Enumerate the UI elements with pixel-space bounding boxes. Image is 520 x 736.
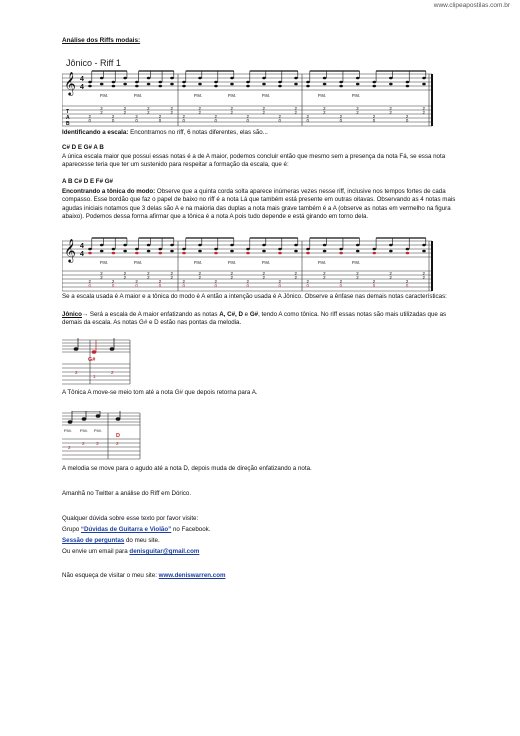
tab-digit: 2 [198, 271, 201, 276]
note-head [198, 244, 202, 247]
note-head [182, 252, 186, 255]
note-head [214, 85, 218, 88]
tab-digit: 2 [422, 275, 425, 280]
note-head [100, 83, 104, 86]
tonic-text: A Tônica A move-se meio tom até a nota G# que depois retorna para A. [62, 389, 258, 396]
note-head [339, 248, 343, 251]
treble-clef-icon: 𝄞 [64, 240, 76, 262]
tab-digit: 2 [339, 114, 343, 119]
note-head [112, 248, 116, 251]
jonico-text-a: Será a escala de A maior enfatizando as notas [88, 311, 220, 318]
pm-label: P.M. [228, 93, 237, 98]
tab-digit: 2 [147, 275, 150, 280]
tab-staff-2 [62, 237, 434, 299]
session-suffix: do meu site. [124, 537, 160, 544]
note-head [135, 248, 139, 251]
note-head [230, 244, 234, 247]
tab-digit: 2 [135, 279, 138, 284]
note-head [389, 83, 393, 86]
pm-label: P.M. [194, 260, 203, 265]
tab-digit: 2 [372, 279, 376, 284]
note-head [100, 77, 104, 80]
note-head [278, 252, 282, 255]
pm-label: P.M. [352, 260, 361, 265]
tab-digit: 2 [356, 275, 359, 280]
note-head [158, 252, 162, 255]
note-head [372, 85, 376, 88]
time-signature: 4 [80, 243, 84, 250]
note-head [246, 252, 250, 255]
tab-digit: 0 [111, 283, 115, 288]
tab-digit: 0 [135, 283, 138, 288]
tab-digit: 2 [158, 114, 162, 119]
tab-digit: 0 [158, 283, 162, 288]
note-head [356, 77, 360, 80]
tab-digit: 2 [422, 110, 425, 115]
tab-digit: 2 [182, 114, 185, 119]
tab-digit: 2 [68, 445, 71, 450]
note-head [158, 81, 162, 84]
identifying-text: Encontramos no riff, 6 notas diferentes, elas são... [128, 129, 268, 136]
note-head [323, 83, 327, 86]
tab-digit: 2 [262, 110, 265, 115]
tab-digit: 1 [93, 374, 96, 379]
note-head [323, 77, 327, 80]
note-head [112, 81, 116, 84]
tab-digit: 2 [356, 110, 359, 115]
tab-digit: 0 [405, 283, 409, 288]
pm-label: P.M. [352, 93, 361, 98]
pm-label: P.M. [94, 428, 102, 433]
staff-2-notes [88, 238, 426, 288]
tab-digit: 0 [135, 118, 138, 123]
tab-digit: 2 [198, 275, 201, 280]
gsharp-label: G# [88, 357, 96, 363]
note-head [389, 77, 393, 80]
tab-digit: 0 [278, 283, 281, 288]
note-head [406, 248, 410, 251]
tab-digit: 0 [182, 118, 185, 123]
tab-digit: 2 [116, 441, 119, 446]
questions-session-link[interactable]: Sessão de perguntas [62, 537, 125, 544]
jonico-para [62, 311, 456, 328]
note-head [214, 248, 218, 251]
tab-digit: 2 [422, 271, 425, 276]
note-head [123, 244, 127, 247]
tab-digit: 0 [158, 118, 162, 123]
tab-digit: 2 [123, 110, 127, 115]
tab-digit: 2 [198, 110, 201, 115]
small-tab-2 [62, 411, 142, 461]
conclusion-para: Se a escala usada é A maior e a tônica do modo é A então a intenção usada é A Jônico. Observe a ênfase nas demais notas características: [62, 293, 447, 300]
tab-digit: 2 [356, 106, 359, 111]
note-head [422, 250, 426, 253]
note-head [182, 85, 186, 88]
tab-digit: 2 [123, 275, 127, 280]
tab-digit: 2 [278, 114, 281, 119]
note-head [246, 85, 250, 88]
tab-digit: 2 [230, 106, 233, 111]
tab-digit: 2 [75, 370, 78, 375]
note-head [135, 85, 139, 88]
tab-digit: 0 [306, 118, 309, 123]
tab-digit: 2 [170, 275, 173, 280]
tab-digit: 2 [389, 110, 392, 115]
note-head [306, 85, 310, 88]
tab-digit: 2 [111, 279, 115, 284]
note-head [323, 244, 327, 247]
note-head [406, 252, 410, 255]
note-head [170, 244, 174, 247]
pm-label: P.M. [262, 260, 271, 265]
note-head [372, 248, 376, 251]
tab-digit: 2 [278, 279, 281, 284]
finding-para [62, 188, 456, 221]
tab-digit: 0 [278, 118, 281, 123]
note-head [406, 81, 410, 84]
tab-clef-b: B [66, 121, 70, 127]
identifying-para [62, 129, 456, 137]
note-head [123, 83, 127, 86]
staff-1-notes [88, 71, 426, 123]
note-head [294, 77, 298, 80]
note-head [278, 81, 282, 84]
note-head [88, 81, 92, 84]
note-head [422, 83, 426, 86]
note-head [278, 85, 282, 88]
time-signature: 4 [80, 76, 84, 83]
visit-prefix: Não esqueça de visitar o meu site: [62, 572, 159, 579]
pm-label: P.M. [228, 260, 237, 265]
pm-label: P.M. [262, 93, 271, 98]
note-head [100, 250, 104, 253]
arrow-icon: → [81, 311, 89, 318]
tab-digit: 0 [214, 283, 217, 288]
tab-digit: 2 [372, 114, 376, 119]
tab-digit: 2 [323, 275, 326, 280]
jonico-gsharp: G# [249, 311, 259, 318]
tab-digit: 2 [389, 271, 392, 276]
tab-digit: 0 [306, 283, 309, 288]
tab-digit: 2 [294, 271, 297, 276]
tab-digit: 2 [100, 106, 103, 111]
identifying-label: Identificando a escala: [62, 129, 129, 136]
website-link[interactable]: www.deniswarren.com [158, 572, 226, 579]
note-head [88, 248, 92, 251]
group-suffix: no Facebook. [171, 526, 211, 533]
tab-digit: 2 [123, 271, 127, 276]
tab-digit: 2 [246, 114, 249, 119]
tab-digit: 2 [294, 106, 297, 111]
note-head [230, 83, 234, 86]
tab-digit: 2 [135, 114, 138, 119]
tab-digit: 2 [147, 106, 150, 111]
small-tab-1 [62, 338, 132, 388]
jonico-text-c: , tendo A como tônica. No riff essas notas são mais utilizadas que as demais da escala. As notas G# e D estão nas pontas da melodia. [62, 311, 447, 327]
note-head [147, 250, 151, 253]
finding-label: Encontrando a tônica do modo: [62, 188, 156, 195]
tab-digit: 2 [230, 275, 233, 280]
note-head [294, 244, 298, 247]
identifying-explanation: A única escala maior que possui essas notas é a de A maior, podemos concluir então que mesmo sem a presença da nota Fá, se essa nota aparecesse teria que ter um sustenido para respeitar a formação da escala, que é: [62, 153, 446, 169]
note-head [372, 81, 376, 84]
note-head [339, 85, 343, 88]
pm-label: P.M. [194, 93, 203, 98]
tab-digit: 2 [262, 271, 265, 276]
jonico-label: Jônico [62, 311, 82, 318]
tab-digit: 2 [147, 271, 150, 276]
tab-digit: 2 [294, 110, 297, 115]
a-major-scale: A B C# D E F# G# [62, 178, 114, 185]
pm-label: P.M. [318, 93, 327, 98]
tab-digit: 2 [323, 106, 326, 111]
note-head [198, 250, 202, 253]
tab-digit: 2 [100, 271, 103, 276]
tab-digit: 2 [405, 279, 409, 284]
tab-clef: T [66, 109, 70, 115]
note-head [135, 252, 139, 255]
tab-digit: 0 [372, 283, 376, 288]
tab-digit: 2 [230, 110, 233, 115]
note-head [339, 81, 343, 84]
tab-digit: 2 [111, 114, 115, 119]
pm-label: P.M. [80, 428, 88, 433]
email-prefix: Ou envie um email para [62, 548, 130, 555]
note-head [147, 244, 151, 247]
tab-digit: 2 [88, 114, 91, 119]
jonico-text-b: e [242, 311, 250, 318]
tab-digit: 2 [422, 106, 425, 111]
tab-digit: 0 [111, 118, 115, 123]
note-head [294, 83, 298, 86]
note-head [214, 252, 218, 255]
note-head [198, 77, 202, 80]
email-link[interactable]: denisguitar@gmail.com [129, 548, 200, 555]
note-head [112, 252, 116, 255]
tab-digit: 2 [123, 106, 127, 111]
tab-digit: 2 [389, 106, 392, 111]
time-signature-bottom: 4 [80, 84, 84, 91]
tab-digit: 3 [96, 441, 99, 446]
note-head [158, 85, 162, 88]
tab-digit: 2 [294, 275, 297, 280]
tab-digit: 0 [214, 118, 217, 123]
note-head [135, 81, 139, 84]
note-head [294, 250, 298, 253]
pm-label: P.M. [64, 428, 72, 433]
tab-digit: 0 [246, 283, 249, 288]
note-head [182, 81, 186, 84]
tomorrow-text: Amanhã no Twitter a análise do Riff em Dórico. [62, 490, 192, 497]
page-heading: Análise dos Riffs modais: [62, 37, 141, 44]
tab-digit: 2 [88, 279, 91, 284]
tab-digit: 2 [246, 279, 249, 284]
note-head [182, 248, 186, 251]
tab-digit: 2 [100, 275, 103, 280]
note-head [230, 250, 234, 253]
tab-digit: 0 [88, 283, 91, 288]
note-head [170, 83, 174, 86]
tab-digit: 2 [262, 275, 265, 280]
note-head [246, 81, 250, 84]
note-head [262, 244, 266, 247]
note-head [147, 77, 151, 80]
tab-digit: 0 [88, 118, 91, 123]
time-signature-bottom: 4 [80, 251, 84, 258]
tab-digit: 2 [111, 370, 114, 375]
note-head [356, 250, 360, 253]
note-head [147, 83, 151, 86]
note-head [214, 81, 218, 84]
pm-label: P.M. [100, 260, 109, 265]
finding-text: Observe que a quinta corda solta aparece inúmeras vezes nesse riff, inclusive nos tempos fortes de cada compasso. Esse bordão que faz o papel de baixo no riff é a nota Lá que também está presente em outras oitavas. Observando as 4 notas mais agudas iniciais notamos que 3 delas são A e na maioria das duplas a nota mais grave também é a A (observe as notas em vermelho na figura abaixo). Podemos dessa forma afirmar que a tônica é a nota A pois tudo depende e está girando em torno dela. [62, 188, 456, 220]
note-head [262, 77, 266, 80]
treble-clef-icon: 𝄞 [64, 73, 76, 95]
tab-digit: 2 [182, 279, 185, 284]
note-head [230, 77, 234, 80]
note-head [262, 83, 266, 86]
tab-digit: 2 [147, 110, 150, 115]
riff-title: Jônico - Riff 1 [66, 58, 121, 68]
tab-staff-1 [62, 70, 434, 136]
note-head [278, 248, 282, 251]
note-head [170, 250, 174, 253]
note-head [100, 244, 104, 247]
note-head [356, 244, 360, 247]
scale-notes-found: C# D E G# A B [62, 144, 104, 151]
note-head [158, 248, 162, 251]
tab-digit: 2 [214, 279, 217, 284]
note-head [306, 248, 310, 251]
site-watermark: www.clipeapostilas.com.br [433, 2, 510, 9]
tab-digit: 2 [306, 114, 309, 119]
note-head [262, 250, 266, 253]
tab-digit: 2 [214, 114, 217, 119]
note-head [123, 250, 127, 253]
tab-digit: 0 [182, 283, 185, 288]
note-head [389, 244, 393, 247]
note-head [170, 77, 174, 80]
note-head [306, 81, 310, 84]
tab-digit: 0 [372, 118, 376, 123]
tab-digit: 2 [262, 106, 265, 111]
pm-label: P.M. [134, 93, 143, 98]
d-label: D [116, 433, 120, 439]
tab-digit: 2 [158, 279, 162, 284]
tab-digit: 2 [170, 106, 173, 111]
note-head [422, 77, 426, 80]
note-head [198, 83, 202, 86]
note-head [356, 83, 360, 86]
tab-digit: 0 [405, 118, 409, 123]
tab-digit: 2 [198, 106, 201, 111]
pm-label: P.M. [134, 260, 143, 265]
tab-digit: 0 [339, 118, 343, 123]
pm-label: P.M. [100, 93, 109, 98]
melody-text: A melodia se move para o agudo até a nota D, depois muda de direção enfatizando a nota. [62, 465, 312, 472]
group-prefix: Grupo [62, 526, 81, 533]
tab-digit: 2 [230, 271, 233, 276]
pm-label: P.M. [318, 260, 327, 265]
note-head [88, 85, 92, 88]
facebook-group-link[interactable]: “Dúvidas de Guitarra e Violão” [80, 526, 172, 533]
note-head [306, 252, 310, 255]
tab-digit: 2 [339, 279, 343, 284]
jonico-notes: A, C#, D [219, 311, 243, 318]
tab-digit: 2 [405, 114, 409, 119]
tab-digit: 2 [323, 271, 326, 276]
tab-digit: 2 [389, 275, 392, 280]
note-head [112, 85, 116, 88]
tab-digit: 2 [82, 441, 85, 446]
tab-digit: 2 [323, 110, 326, 115]
tab-digit: 2 [100, 110, 103, 115]
note-head [323, 250, 327, 253]
note-head [123, 77, 127, 80]
note-head [422, 244, 426, 247]
tab-digit: 2 [170, 110, 173, 115]
tab-digit: 2 [170, 271, 173, 276]
tab-digit: 0 [339, 283, 343, 288]
tab-digit: 2 [306, 279, 309, 284]
note-head [406, 85, 410, 88]
note-head [339, 252, 343, 255]
note-head [372, 252, 376, 255]
tab-clef-a: A [66, 115, 70, 121]
tab-digit: 0 [246, 118, 249, 123]
note-head [246, 248, 250, 251]
questions-text: Qualquer dúvida sobre esse texto por favor visite: [62, 515, 199, 522]
note-head [389, 250, 393, 253]
note-head [88, 252, 92, 255]
tab-digit: 2 [356, 271, 359, 276]
